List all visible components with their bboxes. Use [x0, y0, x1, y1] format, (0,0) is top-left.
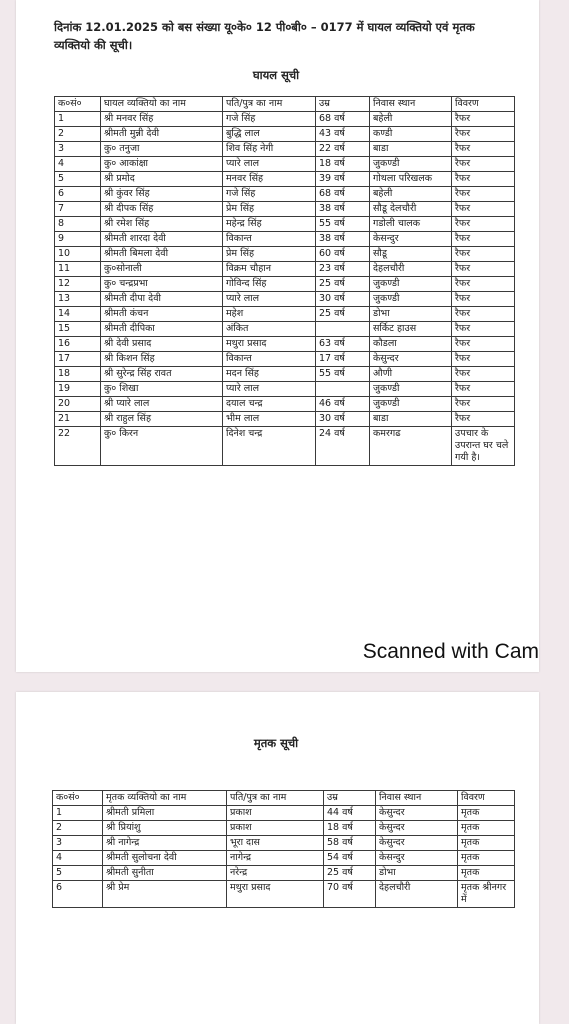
cell-remarks: रैफर — [452, 202, 515, 217]
cell-remarks: रैफर — [452, 247, 515, 262]
cell-residence: जुकण्डी — [370, 157, 452, 172]
cell-name: कु० चन्द्रप्रभा — [101, 277, 223, 292]
cell-residence: बाडा — [370, 412, 452, 427]
cell-residence: देहलचौरी — [370, 262, 452, 277]
cell-relative: प्रकाश — [227, 806, 324, 821]
cell-serial: 3 — [55, 142, 101, 157]
cell-relative: दिनेश चन्द्र — [223, 427, 316, 466]
col-relative: पति/पुत्र का नाम — [223, 97, 316, 112]
cell-relative: विकान्त — [223, 232, 316, 247]
cell-serial: 12 — [55, 277, 101, 292]
cell-remarks: मृतक — [458, 866, 515, 881]
table-row — [55, 142, 515, 157]
cell-name: श्रीमती दीपिका — [101, 322, 223, 337]
table-row — [55, 322, 515, 337]
cell-residence: सर्किट हाउस — [370, 322, 452, 337]
col-serial: क०सं० — [55, 97, 101, 112]
cell-serial: 22 — [55, 427, 101, 466]
cell-residence: केसुन्दर — [376, 806, 458, 821]
cell-relative: नरेन्द्र — [227, 866, 324, 881]
table-row — [55, 127, 515, 142]
cell-remarks: रैफर — [452, 127, 515, 142]
cell-remarks: मृतक श्रीनगर में — [458, 881, 515, 908]
cell-age: 68 वर्ष — [316, 112, 370, 127]
cell-relative: नागेन्द्र — [227, 851, 324, 866]
injured-list-title: घायल सूची — [252, 68, 300, 82]
cell-residence: गडोली चालक — [370, 217, 452, 232]
table-row — [55, 232, 515, 247]
cell-name: श्री नागेन्द्र — [103, 836, 227, 851]
cell-name: श्री राहुल सिंह — [101, 412, 223, 427]
cell-serial: 18 — [55, 367, 101, 382]
cell-serial: 5 — [53, 866, 103, 881]
cell-serial: 19 — [55, 382, 101, 397]
injured-table-body — [55, 112, 515, 466]
cell-remarks: रैफर — [452, 292, 515, 307]
cell-name: श्री देवी प्रसाद — [101, 337, 223, 352]
deceased-table — [52, 790, 515, 908]
cell-serial: 7 — [55, 202, 101, 217]
cell-age: 55 वर्ष — [316, 217, 370, 232]
col-remarks: विवरण — [458, 791, 515, 806]
cell-name: कु० किरन — [101, 427, 223, 466]
cell-residence: कौडला — [370, 337, 452, 352]
cell-serial: 4 — [55, 157, 101, 172]
col-age: उम्र — [324, 791, 376, 806]
table-row — [55, 187, 515, 202]
table-row — [55, 412, 515, 427]
cell-age: 17 वर्ष — [316, 352, 370, 367]
cell-relative: दयाल चन्द्र — [223, 397, 316, 412]
cell-residence: देहलचौरी — [376, 881, 458, 908]
cell-age: 54 वर्ष — [324, 851, 376, 866]
cell-name: कु० आकांक्षा — [101, 157, 223, 172]
deceased-table-header — [53, 791, 515, 806]
cell-name: श्री सुरेन्द्र सिंह रावत — [101, 367, 223, 382]
cell-serial: 2 — [55, 127, 101, 142]
cell-relative: गजे सिंह — [223, 187, 316, 202]
cell-name: श्रीमती बिमला देवी — [101, 247, 223, 262]
cell-serial: 13 — [55, 292, 101, 307]
cell-residence: गोथला परिखलक — [370, 172, 452, 187]
cell-age: 18 वर्ष — [316, 157, 370, 172]
cell-residence: केसन्दुर — [370, 232, 452, 247]
col-remarks: विवरण — [452, 97, 515, 112]
cell-name: श्री किशन सिंह — [101, 352, 223, 367]
col-name: मृतक व्यक्तियो का नाम — [103, 791, 227, 806]
cell-serial: 6 — [55, 187, 101, 202]
cell-name: श्रीमती दीपा देवी — [101, 292, 223, 307]
cell-name: श्री दीपक सिंह — [101, 202, 223, 217]
cell-serial: 9 — [55, 232, 101, 247]
cell-age: 43 वर्ष — [316, 127, 370, 142]
cell-age: 60 वर्ष — [316, 247, 370, 262]
cell-residence: डोभा — [370, 307, 452, 322]
cell-relative: प्यारे लाल — [223, 292, 316, 307]
cell-remarks: रैफर — [452, 352, 515, 367]
cell-serial: 17 — [55, 352, 101, 367]
cell-name: श्री प्रमोद — [101, 172, 223, 187]
cell-name: श्रीमती प्रमिला — [103, 806, 227, 821]
table-row — [55, 112, 515, 127]
cell-serial: 6 — [53, 881, 103, 908]
table-row — [55, 262, 515, 277]
cell-residence: जुकण्डी — [370, 382, 452, 397]
table-row — [55, 247, 515, 262]
injured-table — [54, 96, 515, 466]
col-name: घायल व्यक्तियो का नाम — [101, 97, 223, 112]
table-row — [53, 806, 515, 821]
cell-age: 30 वर्ष — [316, 292, 370, 307]
cell-age: 63 वर्ष — [316, 337, 370, 352]
cell-name: श्रीमती कंचन — [101, 307, 223, 322]
cell-name: कु० तनुजा — [101, 142, 223, 157]
cell-name: श्री प्रेम — [103, 881, 227, 908]
cell-residence: जुकण्डी — [370, 397, 452, 412]
cell-remarks: रैफर — [452, 217, 515, 232]
cell-relative: गजे सिंह — [223, 112, 316, 127]
cell-name: श्रीमती सुलोचना देवी — [103, 851, 227, 866]
cell-relative: महेश — [223, 307, 316, 322]
cell-relative: विक्रम चौहान — [223, 262, 316, 277]
cell-age: 23 वर्ष — [316, 262, 370, 277]
cell-remarks: रैफर — [452, 232, 515, 247]
cell-name: कु०सोनाली — [101, 262, 223, 277]
cell-serial: 16 — [55, 337, 101, 352]
col-relative: पति/पुत्र का नाम — [227, 791, 324, 806]
cell-relative: मथुरा प्रसाद — [223, 337, 316, 352]
cell-remarks: रैफर — [452, 337, 515, 352]
cell-remarks: रैफर — [452, 172, 515, 187]
cell-residence: कमरगढ — [370, 427, 452, 466]
cell-relative: मनवर सिंह — [223, 172, 316, 187]
cell-age: 25 वर्ष — [316, 307, 370, 322]
table-row — [55, 352, 515, 367]
table-row — [55, 217, 515, 232]
cell-residence: जुकण्डी — [370, 277, 452, 292]
cell-name: श्री मनवर सिंह — [101, 112, 223, 127]
deceased-list-title: मृतक सूची — [253, 736, 299, 750]
scanner-watermark: Scanned with Cam — [362, 640, 539, 663]
cell-residence: कण्डी — [370, 127, 452, 142]
table-row — [55, 172, 515, 187]
cell-remarks: रैफर — [452, 157, 515, 172]
cell-residence: औणी — [370, 367, 452, 382]
cell-serial: 15 — [55, 322, 101, 337]
injured-table-header — [55, 97, 515, 112]
table-row — [53, 881, 515, 908]
cell-relative: अंकित — [223, 322, 316, 337]
cell-relative: प्यारे लाल — [223, 157, 316, 172]
cell-age: 22 वर्ष — [316, 142, 370, 157]
cell-name: श्रीमती सुनीता — [103, 866, 227, 881]
cell-age: 44 वर्ष — [324, 806, 376, 821]
cell-remarks: रैफर — [452, 112, 515, 127]
cell-serial: 11 — [55, 262, 101, 277]
cell-relative: बुद्धि लाल — [223, 127, 316, 142]
col-residence: निवास स्थान — [376, 791, 458, 806]
cell-serial: 14 — [55, 307, 101, 322]
table-row — [55, 292, 515, 307]
cell-age: 58 वर्ष — [324, 836, 376, 851]
cell-remarks: मृतक — [458, 806, 515, 821]
table-row — [53, 821, 515, 836]
table-row — [55, 367, 515, 382]
cell-serial: 3 — [53, 836, 103, 851]
table-row — [55, 157, 515, 172]
cell-age: 68 वर्ष — [316, 187, 370, 202]
cell-age: 30 वर्ष — [316, 412, 370, 427]
cell-serial: 5 — [55, 172, 101, 187]
cell-serial: 20 — [55, 397, 101, 412]
cell-age: 25 वर्ष — [316, 277, 370, 292]
table-row — [53, 851, 515, 866]
table-row — [55, 337, 515, 352]
cell-residence: डोभा — [376, 866, 458, 881]
cell-residence: बहेली — [370, 187, 452, 202]
table-row — [55, 427, 515, 466]
table-row — [53, 866, 515, 881]
cell-relative: प्रकाश — [227, 821, 324, 836]
cell-remarks: मृतक — [458, 821, 515, 836]
cell-age: 38 वर्ष — [316, 232, 370, 247]
cell-relative: प्रेम सिंह — [223, 202, 316, 217]
deceased-list-page — [16, 692, 539, 1024]
cell-serial: 2 — [53, 821, 103, 836]
cell-residence: केसुन्दर — [376, 821, 458, 836]
cell-age: 25 वर्ष — [324, 866, 376, 881]
document-heading: दिनांक 12.01.2025 को बस संख्या यू०के० 12 पी०बी० – 0177 में घायल व्यक्तियो एवं मृतक व्यक्तियो की सूची। — [54, 20, 475, 52]
cell-remarks: रैफर — [452, 187, 515, 202]
cell-name: श्री प्रियांशु — [103, 821, 227, 836]
cell-residence: केसन्दुर — [376, 851, 458, 866]
cell-age — [316, 382, 370, 397]
cell-relative: प्यारे लाल — [223, 382, 316, 397]
cell-remarks: रैफर — [452, 277, 515, 292]
cell-relative: भूरा दास — [227, 836, 324, 851]
table-row — [55, 382, 515, 397]
cell-remarks: मृतक — [458, 836, 515, 851]
col-serial: क०सं० — [53, 791, 103, 806]
cell-remarks: रैफर — [452, 367, 515, 382]
cell-age: 24 वर्ष — [316, 427, 370, 466]
col-residence: निवास स्थान — [370, 97, 452, 112]
cell-remarks: रैफर — [452, 412, 515, 427]
cell-name: श्री रमेश सिंह — [101, 217, 223, 232]
cell-relative: गोविन्द सिंह — [223, 277, 316, 292]
cell-relative: प्रेम सिंह — [223, 247, 316, 262]
table-row — [55, 202, 515, 217]
cell-residence: बाडा — [370, 142, 452, 157]
cell-residence: सौडू — [370, 247, 452, 262]
cell-relative: शिव सिंह नेगी — [223, 142, 316, 157]
cell-relative: मथुरा प्रसाद — [227, 881, 324, 908]
cell-residence: जुकण्डी — [370, 292, 452, 307]
cell-name: कु० शिखा — [101, 382, 223, 397]
cell-remarks: रैफर — [452, 142, 515, 157]
cell-residence: बहेली — [370, 112, 452, 127]
cell-serial: 8 — [55, 217, 101, 232]
cell-age: 46 वर्ष — [316, 397, 370, 412]
cell-name: श्रीमती शारदा देवी — [101, 232, 223, 247]
injured-list-page — [16, 0, 539, 672]
cell-remarks: रैफर — [452, 397, 515, 412]
cell-age: 38 वर्ष — [316, 202, 370, 217]
table-row — [55, 277, 515, 292]
cell-name: श्री प्यारे लाल — [101, 397, 223, 412]
cell-name: श्री कुंवर सिंह — [101, 187, 223, 202]
table-row — [55, 397, 515, 412]
cell-relative: विकान्त — [223, 352, 316, 367]
cell-remarks: मृतक — [458, 851, 515, 866]
table-row — [53, 836, 515, 851]
col-age: उम्र — [316, 97, 370, 112]
deceased-table-body — [53, 806, 515, 908]
cell-serial: 21 — [55, 412, 101, 427]
cell-remarks: उपचार के उपरान्त घर चले गयी है। — [452, 427, 515, 466]
cell-remarks: रैफर — [452, 322, 515, 337]
cell-residence: केसुन्दर — [376, 836, 458, 851]
cell-relative: महेन्द्र सिंह — [223, 217, 316, 232]
cell-name: श्रीमती मुन्नी देवी — [101, 127, 223, 142]
cell-residence: सौडू देलचौरी — [370, 202, 452, 217]
cell-relative: मदन सिंह — [223, 367, 316, 382]
cell-residence: केसुन्दर — [370, 352, 452, 367]
cell-remarks: रैफर — [452, 382, 515, 397]
cell-age — [316, 322, 370, 337]
cell-age: 39 वर्ष — [316, 172, 370, 187]
cell-relative: भीम लाल — [223, 412, 316, 427]
cell-age: 70 वर्ष — [324, 881, 376, 908]
cell-serial: 10 — [55, 247, 101, 262]
table-row — [55, 307, 515, 322]
cell-serial: 1 — [53, 806, 103, 821]
cell-remarks: रैफर — [452, 262, 515, 277]
cell-age: 55 वर्ष — [316, 367, 370, 382]
cell-age: 18 वर्ष — [324, 821, 376, 836]
cell-serial: 1 — [55, 112, 101, 127]
cell-serial: 4 — [53, 851, 103, 866]
cell-remarks: रैफर — [452, 307, 515, 322]
